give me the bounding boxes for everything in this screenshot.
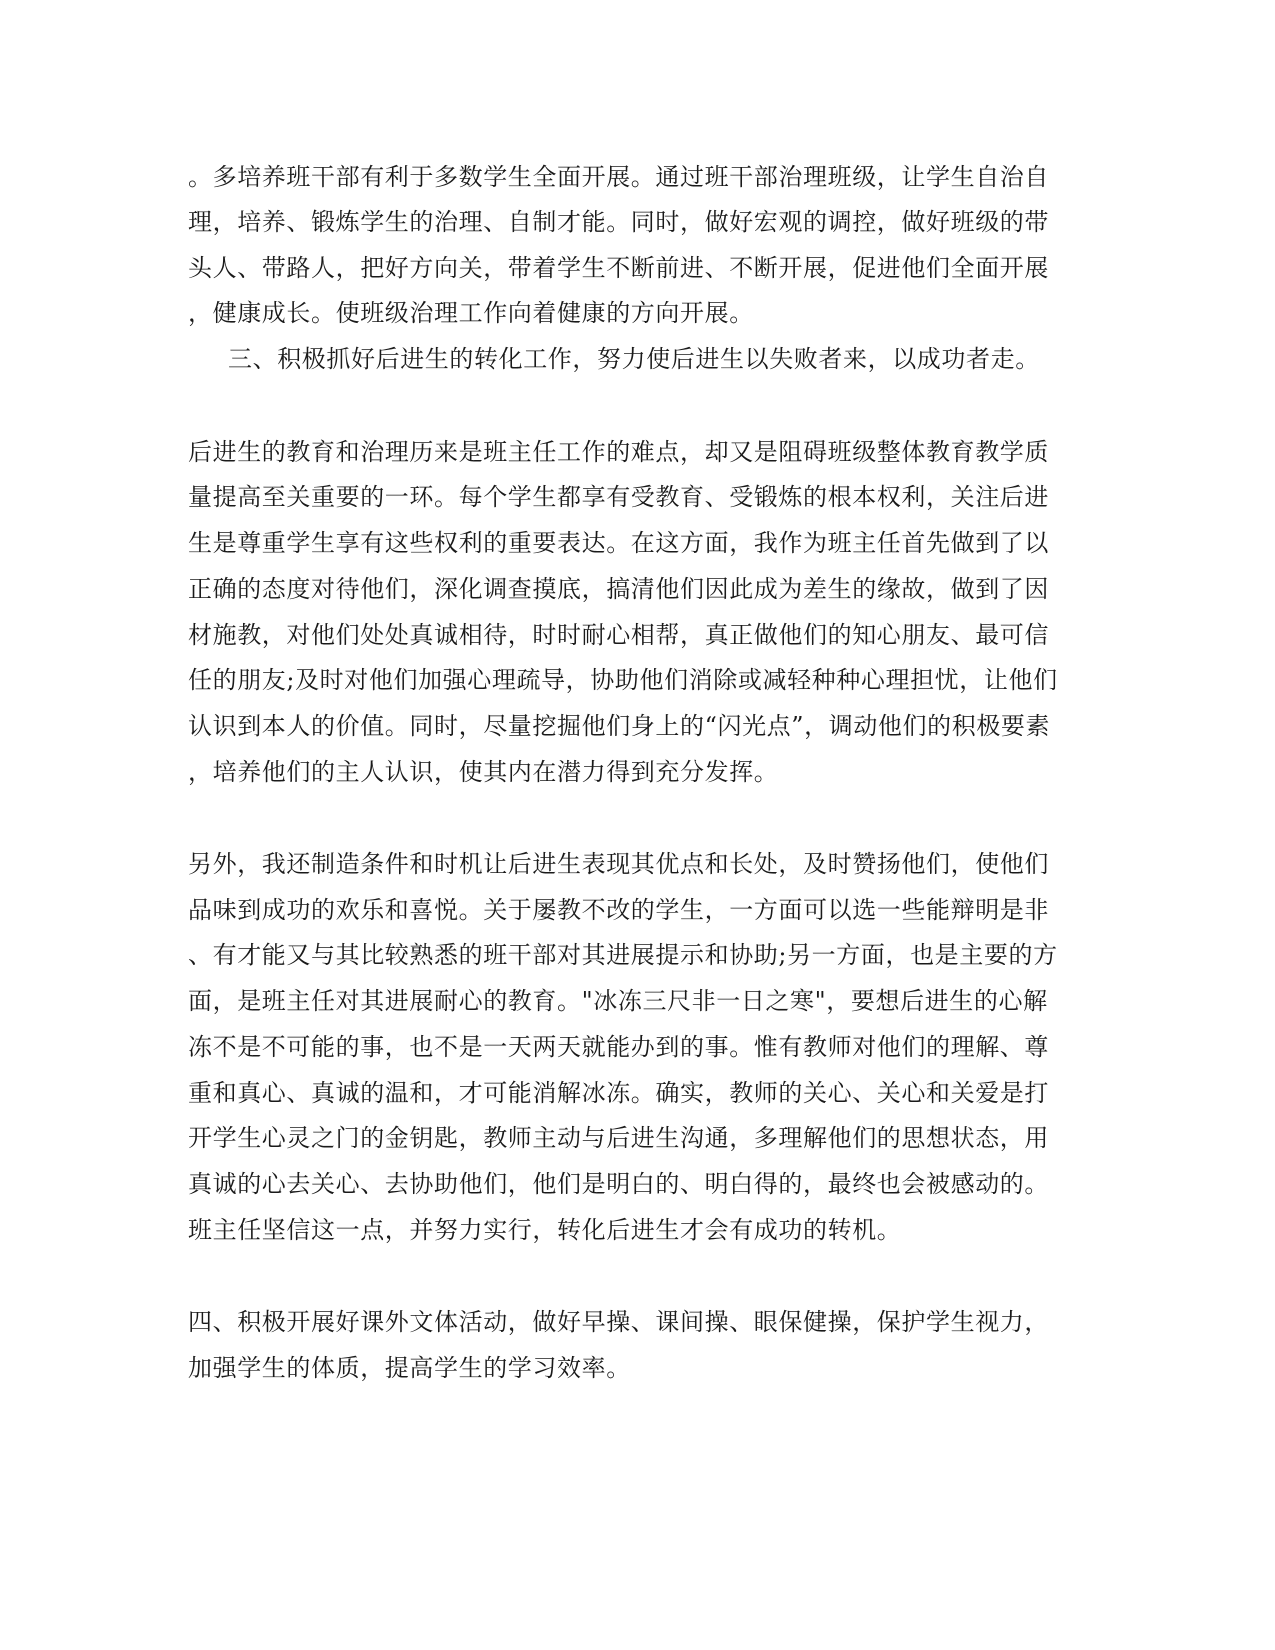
text-line: 材施教，对他们处处真诚相待，时时耐心相帮，真正做他们的知心朋友、最可信 [188, 621, 1049, 649]
text-line: 。多培养班干部有利于多数学生全面开展。通过班干部治理班级，让学生自治自 [188, 163, 1049, 191]
text-line: 品味到成功的欢乐和喜悦。关于屡教不改的学生，一方面可以选一些能辩明是非 [188, 896, 1049, 924]
text-line: 后进生的教育和治理历来是班主任工作的难点，却又是阻碍班级整体教育教学质 [188, 438, 1049, 466]
text-line: 开学生心灵之门的金钥匙，教师主动与后进生沟通，多理解他们的思想状态，用 [188, 1124, 1049, 1152]
text-line: 冻不是不可能的事，也不是一天两天就能办到的事。惟有教师对他们的理解、尊 [188, 1033, 1049, 1061]
text-line: 理，培养、锻炼学生的治理、自制才能。同时，做好宏观的调控，做好班级的带 [188, 208, 1049, 236]
text-line: 、有才能又与其比较熟悉的班干部对其进展提示和协助;另一方面，也是主要的方 [188, 941, 1058, 969]
text-line: 重和真心、真诚的温和，才可能消解冰冻。确实，教师的关心、关心和关爱是打 [188, 1079, 1049, 1107]
text-line: 量提高至关重要的一环。每个学生都享有受教育、受锻炼的根本权利，关注后进 [188, 483, 1049, 511]
text-line: 生是尊重学生享有这些权利的重要表达。在这方面，我作为班主任首先做到了以 [188, 529, 1049, 557]
text-line: ，培养他们的主人认识，使其内在潜力得到充分发挥。 [188, 758, 779, 786]
text-line: 班主任坚信这一点，并努力实行，转化后进生才会有成功的转机。 [188, 1216, 902, 1244]
text-line: 正确的态度对待他们，深化调查摸底，搞清他们因此成为差生的缘故，做到了因 [188, 575, 1049, 603]
text-line: ，健康成长。使班级治理工作向着健康的方向开展。 [188, 299, 754, 327]
text-line: 任的朋友;及时对他们加强心理疏导，协助他们消除或减轻种种心理担忧，让他们 [188, 666, 1058, 694]
section-heading: 三、积极抓好后进生的转化工作，努力使后进生以失败者来，以成功者走。 [228, 345, 1040, 373]
text-line: 加强学生的体质，提高学生的学习效率。 [188, 1354, 631, 1382]
text-line: 另外，我还制造条件和时机让后进生表现其优点和长处，及时赞扬他们，使他们 [188, 850, 1049, 878]
section-heading: 四、积极开展好课外文体活动，做好早操、课间操、眼保健操，保护学生视力， [188, 1308, 1049, 1336]
text-line: 真诚的心去关心、去协助他们，他们是明白的、明白得的，最终也会被感动的。 [188, 1170, 1049, 1198]
text-line: 认识到本人的价值。同时，尽量挖掘他们身上的“闪光点”，调动他们的积极要素 [188, 712, 1051, 740]
text-line: 面，是班主任对其进展耐心的教育。"冰冻三尺非一日之寒"，要想后进生的心解 [188, 987, 1048, 1015]
text-line: 头人、带路人，把好方向关，带着学生不断前进、不断开展，促进他们全面开展 [188, 254, 1049, 282]
